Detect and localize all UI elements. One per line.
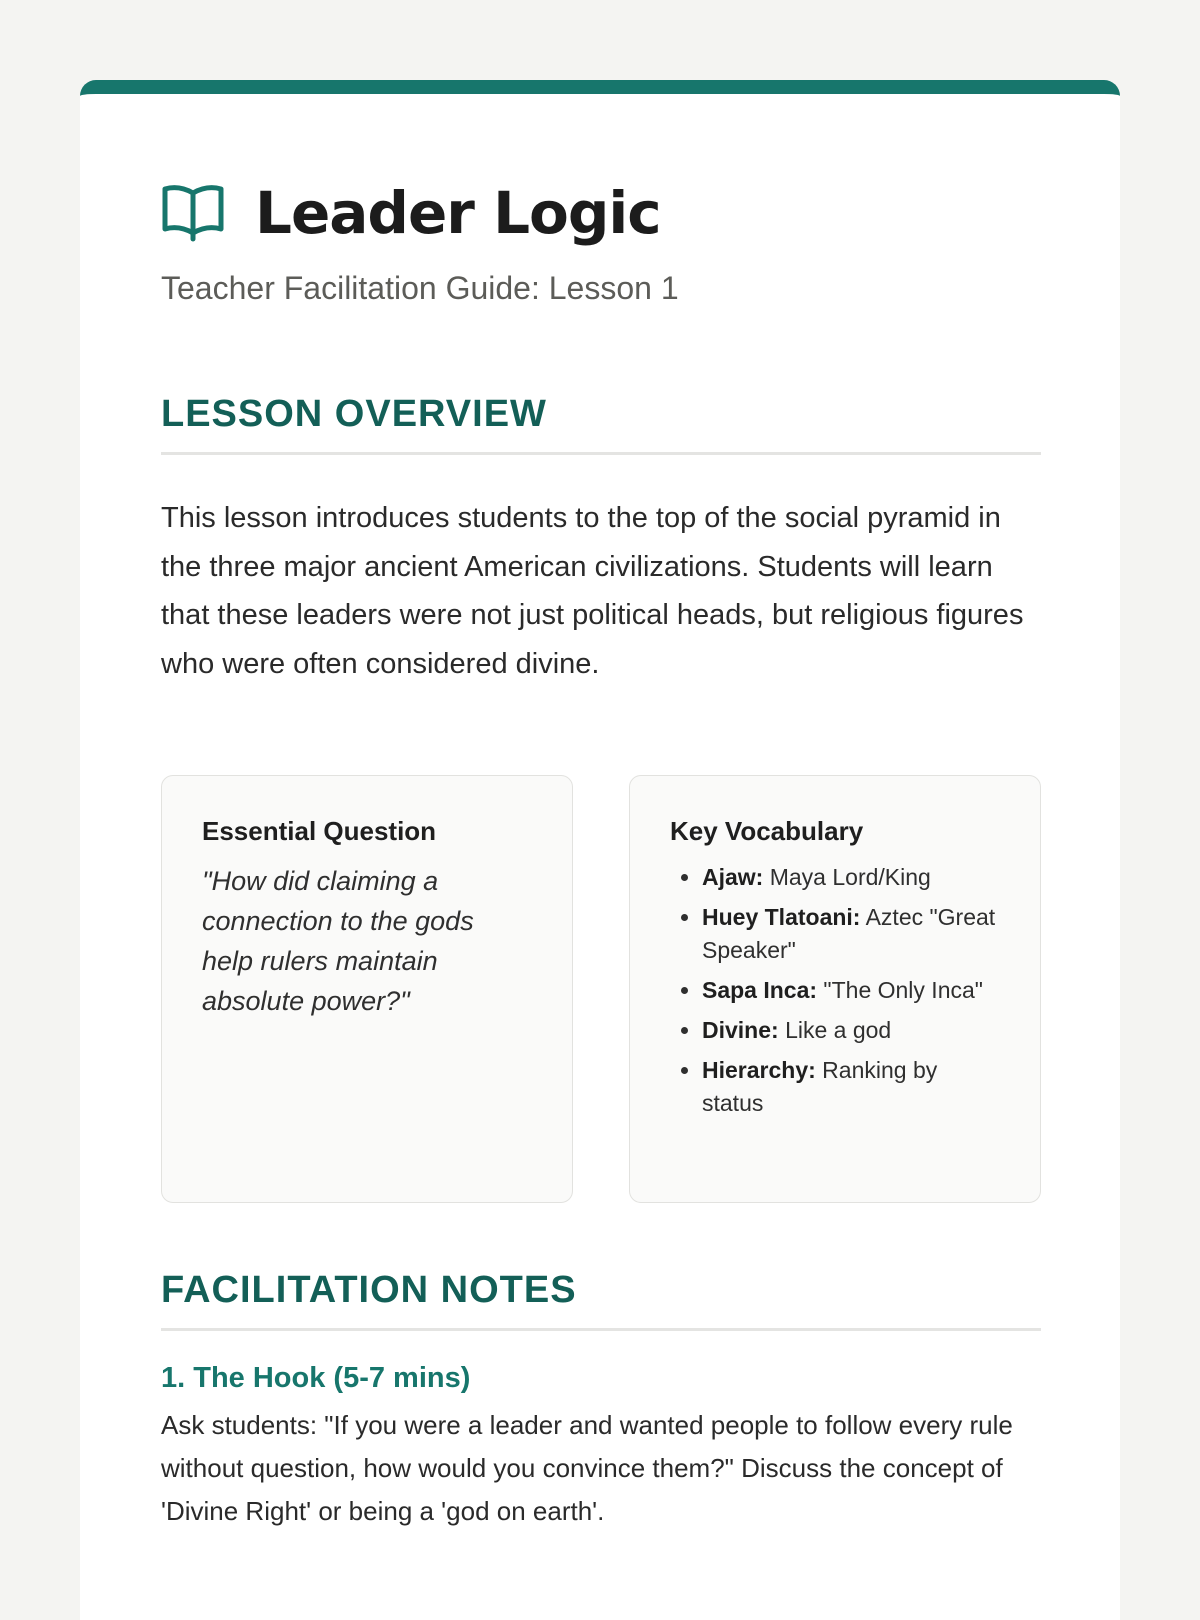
essential-question-title: Essential Question (202, 816, 437, 846)
vocabulary-definition: Maya Lord/King (763, 864, 931, 890)
key-vocabulary-box (629, 775, 1041, 1203)
vocabulary-item (702, 861, 1000, 894)
key-vocabulary-title: Key Vocabulary (670, 816, 864, 846)
step-text: Ask students: "If you were a leader and wanted people to follow every rule without question, how would you convince them?" Discuss the concept of 'Divine Right' or being a 'god on earth'. (161, 1410, 1013, 1526)
vocabulary-item (702, 901, 1000, 967)
facilitation-heading: FACILITATION NOTES (161, 1270, 1041, 1331)
page-subtitle: Teacher Facilitation Guide: Lesson 1 (161, 270, 679, 306)
vocabulary-definition: "The Only Inca" (817, 977, 983, 1003)
vocabulary-definition: Ranking by status (702, 1057, 938, 1116)
vocabulary-item (702, 974, 1000, 1007)
vocabulary-term: Ajaw: (702, 864, 764, 890)
essential-question-text: "How did claiming a connection to the gods help rulers maintain absolute power?" (202, 866, 474, 1016)
vocabulary-term: Huey Tlatoani: (702, 904, 861, 930)
guide-card (80, 80, 1120, 1620)
overview-heading: LESSON OVERVIEW (161, 394, 1041, 455)
step-heading: 1. The Hook (5-7 mins) (161, 1362, 471, 1394)
book-icon (161, 183, 225, 243)
vocabulary-definition: Aztec "Great Speaker" (702, 904, 996, 963)
overview-text: This lesson introduces students to the top of the social pyramid in the three major ancient American civilizations. Students will learn that these leaders were not just political heads, but religious figures who were often considered divine. (161, 502, 1024, 680)
vocabulary-definition: Like a god (778, 1017, 892, 1043)
vocabulary-term: Hierarchy: (702, 1057, 816, 1083)
vocabulary-list (670, 861, 1000, 1120)
title-row (161, 178, 661, 248)
essential-question-box (161, 775, 573, 1203)
vocabulary-item (702, 1014, 1000, 1047)
vocabulary-term: Sapa Inca: (702, 977, 818, 1003)
page-title: Leader Logic (255, 179, 661, 247)
vocabulary-item (702, 1054, 1000, 1120)
vocabulary-term: Divine: (702, 1017, 779, 1043)
